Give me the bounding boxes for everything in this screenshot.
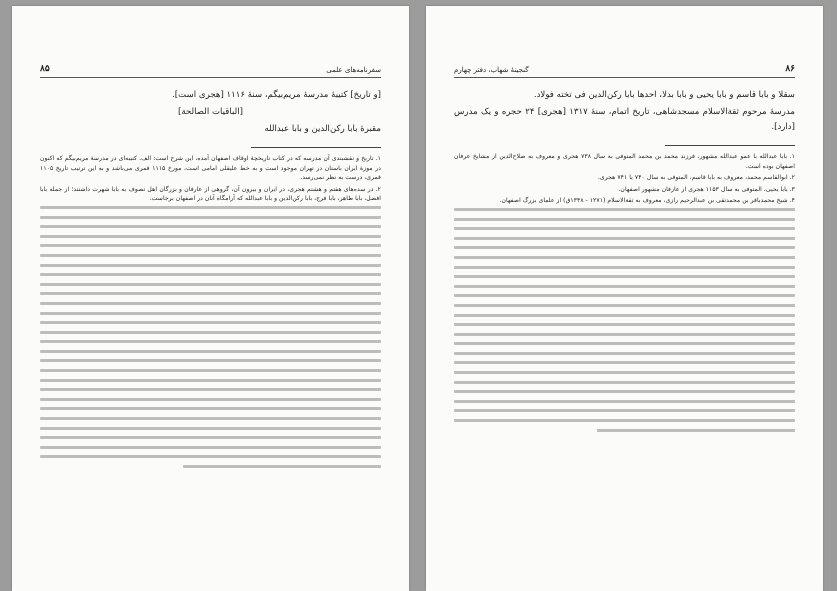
- text-line: [454, 237, 795, 240]
- text-line: [40, 283, 381, 286]
- footnote-rule: [251, 147, 381, 148]
- text-line: [40, 350, 381, 353]
- text-line: [40, 292, 381, 295]
- main-text: [454, 88, 795, 135]
- text-line: [454, 256, 795, 259]
- running-title: سفرنامه‌های علمی: [326, 66, 381, 74]
- text-line: [454, 227, 795, 230]
- text-line: [40, 254, 381, 257]
- footnote-rule: [665, 145, 795, 146]
- text-line: [454, 381, 795, 384]
- text-line: [454, 361, 795, 364]
- footnote-text-block: [454, 208, 795, 432]
- text-line: [40, 321, 381, 324]
- text-line: [183, 465, 381, 468]
- text-line: [454, 342, 795, 345]
- text-line: [454, 218, 795, 221]
- footnotes: [40, 154, 381, 468]
- text-line: [454, 266, 795, 269]
- text-line: [40, 398, 381, 401]
- paragraph: [و تاریخ] کتیبهٔ مدرسهٔ مریم‌بیگم، سنهٔ ۱۱۱۶ [هجری است].: [172, 90, 381, 100]
- text-line: [454, 400, 795, 403]
- page-header: [40, 64, 381, 78]
- text-line: [40, 417, 381, 420]
- text-line: [40, 427, 381, 430]
- text-line: [40, 235, 381, 238]
- text-line: [454, 285, 795, 288]
- main-text: [40, 88, 381, 137]
- text-line: [40, 436, 381, 439]
- text-line: [454, 323, 795, 326]
- footnote: ۱. تاریخ و نقشبندی آن مدرسه که در کتاب تاریخچهٔ اوقاف اصفهان آمده، این شرح است: الف. کتیبه‌ای در مدرسهٔ مریم‌بیگم که اکنون در موزهٔ ایران باستان در تهران موجود است و به خط علیقلی امامی است، مورخ ۱۱۱۵ قمری می‌باشد و به این ترتیب تاریخ ۱۱۰۵ قمری، درست به نظر نمی‌رسد.: [40, 155, 381, 182]
- text-line: [454, 314, 795, 317]
- text-line: [454, 275, 795, 278]
- text-line: [454, 304, 795, 307]
- page-header: [454, 64, 795, 78]
- paragraph: مقبرهٔ بابا رکن‌الدین و بابا عبدالله: [264, 124, 381, 134]
- text-line: [454, 246, 795, 249]
- text-line: [454, 419, 795, 422]
- footnote-text-block: [40, 206, 381, 468]
- footnote: ۲. در سده‌های هفتم و هشتم هجری، در ایران و بیرون آن، گروهی از عارفان و بزرگان اهل تصوف به بابا شهرت داشتند؛ از جمله بابا افضل، بابا طاهر، بابا فرج، بابا رکن‌الدین و بابا عبدالله که آرامگاه آنان در اصفهان برجاست.: [40, 185, 381, 203]
- text-line: [40, 302, 381, 305]
- text-line: [40, 388, 381, 391]
- text-line: [454, 208, 795, 211]
- text-line: [40, 312, 381, 315]
- right-page: [426, 6, 823, 591]
- text-line: [454, 294, 795, 297]
- footnote: ۱. بابا عبدالله با عمو عبدالله مشهور، فرزند محمد بن محمد المتوفی به سال ۷۳۸ هجری و معروف به صلاح‌الدین از مشایخ عرفان اصفهان بوده است.: [454, 153, 795, 170]
- text-line: [40, 369, 381, 372]
- text-line: [40, 244, 381, 247]
- text-line: [40, 331, 381, 334]
- text-line: [40, 455, 381, 458]
- text-line: [40, 273, 381, 276]
- text-line: [40, 359, 381, 362]
- text-line: [40, 216, 381, 219]
- footnote: ۴. شیخ محمدباقر بن محمدتقی بن عبدالرحیم رازی، معروف به ثقة‌الاسلام (۱۲۷۱ - ۱۳۴۸ق) از علمای بزرگ اصفهان.: [499, 197, 795, 205]
- footnote: ۳. بابا یحیی، المتوفی به سال ۱۱۵۳ هجری از عارفان مشهور اصفهان.: [618, 185, 795, 193]
- paragraph: مدرسهٔ مرحوم ثقة‌الاسلام مسجدشاهی، تاریخ اتمام، سنهٔ ۱۳۱۷ [هجری] ۲۴ حجره و یک مدرس [دارد].: [454, 107, 795, 132]
- text-line: [40, 407, 381, 410]
- text-line: [454, 371, 795, 374]
- paragraph: [الباقیات الصالحة]: [178, 107, 243, 117]
- text-line: [40, 225, 381, 228]
- footnotes: [454, 152, 795, 432]
- text-line: [40, 379, 381, 382]
- text-line: [597, 429, 795, 432]
- text-line: [454, 409, 795, 412]
- paragraph: سقلا و بابا قاسم و بابا یحیی و بابا بدلا، احدها بابا رکن‌الدین فی تخته فولاد.: [533, 90, 795, 100]
- text-line: [454, 352, 795, 355]
- page-number: ۸۵: [40, 64, 50, 74]
- text-line: [40, 340, 381, 343]
- text-line: [40, 264, 381, 267]
- footnote: ۲. ابوالقاسم محمد، معروف به بابا قاسم، المتوفی به سال ۷۴۰ یا ۷۴۱ هجری.: [597, 174, 795, 182]
- text-line: [454, 333, 795, 336]
- text-line: [40, 206, 381, 209]
- running-title: گنجینهٔ شهاب، دفتر چهارم: [454, 66, 529, 74]
- text-line: [454, 390, 795, 393]
- left-page: [12, 6, 409, 591]
- page-number: ۸۶: [785, 64, 795, 74]
- text-line: [40, 446, 381, 449]
